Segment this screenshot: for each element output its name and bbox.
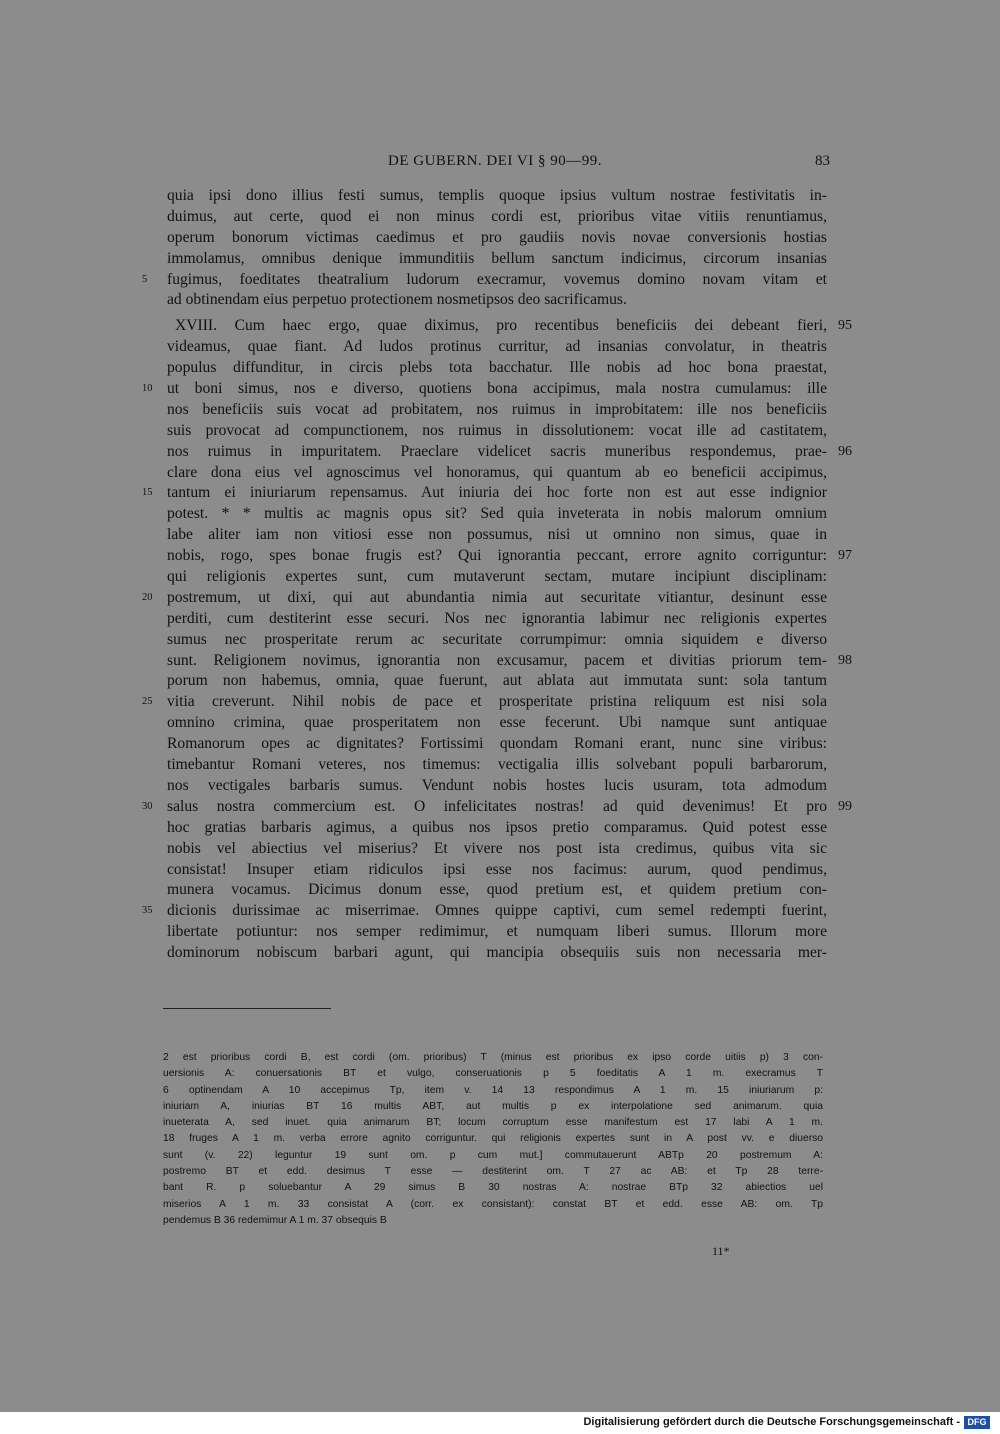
line-number: 35 [142, 905, 153, 917]
text-line [142, 483, 827, 504]
line-number: 5 [142, 273, 148, 285]
line-text: munera vocamus. Dicimus donum esse, quod pretium est, et quidem pretium con- [167, 881, 827, 899]
footnote-line: uersionis A: conuersationis BT et vulgo, conseruationis p 5 foeditatis A 1 m. execramus T [163, 1068, 823, 1080]
text-line [167, 290, 827, 311]
line-text: operum bonorum victimas caedimus et pro gaudiis novis novae conversionis hostias [167, 228, 827, 246]
text-line [142, 797, 852, 818]
text-line [167, 860, 827, 881]
line-text: hoc gratias barbaris agimus, a quibus nos ipsos pretio comparamus. Quid potest esse [167, 818, 827, 836]
line-text: timebantur Romani veteres, nos timemus: vectigalia illis solvebant populi barbarorum, [167, 756, 827, 774]
text-line [167, 734, 827, 755]
section-number: 96 [838, 443, 852, 459]
text-line [167, 776, 827, 797]
footnote-line: iniuriam A, iniurias BT 16 multis ABT, aut multis p ex interpolatione sed animarum. quia [163, 1100, 823, 1112]
line-text: suis provocat ad compunctionem, nos ruimus in dissolutionem: vocat ille ad castitatem, [167, 421, 827, 439]
line-text: immolamus, omnibus denique immunditiis bellum sanctum indicimus, circorum insanias [167, 249, 827, 267]
body-text [142, 186, 852, 964]
line-text: quia ipsi dono illius festi sumus, templis quoque ipsius vultum nostrae festivitatis in- [167, 187, 827, 204]
line-number: 20 [142, 591, 153, 603]
text-line [167, 818, 827, 839]
text-line [167, 567, 827, 588]
line-text: nobis vel abiectius vel miserius? Et vivere nos post ista credimus, quibus vita sic [167, 839, 827, 857]
critical-apparatus [163, 1050, 823, 1229]
line-text: libertate potiuntur: nos semper redimimur, et numquam liberi sumus. Illorum more [167, 923, 827, 941]
footnote-line: miserios A 1 m. 33 consistat A (corr. ex consistant): constat BT et edd. esse AB: om. Tp [163, 1198, 823, 1210]
text-line [167, 442, 852, 463]
line-text: potest. * * multis ac magnis opus sit? Sed quia inveterata in nobis malorum omnium [167, 505, 827, 523]
section-number: 95 [838, 318, 852, 334]
text-line [167, 316, 852, 337]
line-text: omnino crimina, quae prosperitatem non esse fecerunt. Ubi namque sunt antiquae [167, 714, 827, 732]
section-number: 99 [838, 798, 852, 814]
footnote-line: pendemus B 36 redemimur A 1 m. 37 obsequis B [163, 1214, 387, 1226]
footnote-line: 18 fruges A 1 m. verba errore agnito corriguntur. qui religionis expertes sunt in A post vv. e diuerso [163, 1133, 823, 1145]
text-line [167, 922, 827, 943]
line-text: videamus, quae fiant. Ad ludos protinus curritur, ad insanias convolatur, in theatris [167, 338, 827, 356]
text-line [167, 546, 852, 567]
line-text: fugimus, foeditates theatralium ludorum execramur, vovemus domino novam vitam et [167, 270, 827, 288]
footer-bar [0, 1412, 1000, 1434]
line-text: duimus, aut certe, quod ei non minus cordi est, prioribus vitae vitiis renuntiamus, [167, 207, 827, 225]
line-text: clare dona eius vel agnoscimus vel honoramus, qui quantum ab eo beneficii accipimus, [167, 463, 827, 481]
line-text: dicionis durissimae ac miserrimae. Omnes quippe captivi, cum semel redempti fuerint, [167, 902, 827, 920]
text-line [167, 671, 827, 692]
line-text: sumus nec prosperitate rerum ac securitate corrumpimur: omnia siquidem e diverso [167, 630, 827, 648]
line-text: ad obtinendam eius perpetuo protectionem nosmetipsos deo sacrificamus. [167, 291, 627, 309]
text-line [142, 901, 827, 922]
text-line [167, 207, 827, 228]
line-text: nos beneficiis suis vocat ad probitatem, nos ruimus in improbitatem: ille nos beneficiis [167, 400, 827, 418]
funding-notice: Digitalisierung gefördert durch die Deutsche Forschungsgemeinschaft - [583, 1416, 960, 1428]
line-text: tantum ei iniuriarum repensamus. Aut iniuria dei hoc forte non est aut esse indignior [167, 484, 827, 502]
line-text: nos vectigales barbaris sumus. Vendunt nobis hostes lucis usuram, tota admodum [167, 776, 827, 794]
line-text: vitia creverunt. Nihil nobis de pace et prosperitate pristina reliquum est nisi sola [167, 693, 827, 711]
signature-mark: 11* [712, 1244, 730, 1258]
text-line [167, 609, 827, 630]
line-text: ut boni simus, nos e diverso, quotiens bona accipimus, mala nostra cumulamus: ille [167, 380, 827, 398]
dfg-logo[interactable]: DFG [964, 1416, 990, 1429]
footnote-line: bant R. p soluebantur A 29 simus B 30 nostras A: nostrae BTp 32 abiectios uel [163, 1182, 823, 1194]
line-text: XVIII. Cum haec ergo, quae diximus, pro recentibus beneficiis dei debeant fieri, [175, 317, 827, 335]
text-line [167, 525, 827, 546]
text-line [167, 400, 827, 421]
line-text: Romanorum opes ac dignitates? Fortissimi quondam Romani erant, nunc sine viribus: [167, 735, 827, 753]
text-line [167, 630, 827, 651]
line-text: nobis, rogo, spes bonae frugis est? Qui ignorantia peccant, errore agnito corriguntur: [167, 547, 827, 565]
footnote-line: postremo BT et edd. desimus T esse — destiterint om. T 27 ac AB: et Tp 28 terre- [163, 1166, 823, 1178]
line-number: 10 [142, 383, 153, 395]
text-line [167, 358, 827, 379]
line-text: dominorum nobiscum barbari agunt, qui mancipia obsequiis suis non necessaria mer- [167, 944, 827, 962]
text-line [167, 463, 827, 484]
text-line [167, 943, 827, 964]
line-text: porum non habemus, omnia, quae fuerunt, aut ablata aut immutata sunt: sola tantum [167, 672, 827, 690]
line-text: salus nostra commercium est. O infelicitates nostras! ad quid devenimus! Et pro [167, 797, 827, 815]
running-title: DE GUBERN. DEI VI § 90—99. [388, 153, 602, 169]
line-text: postremum, ut dixi, qui aut abundantia nimia aut securitate vitiantur, desinunt esse [167, 588, 827, 606]
line-text: perditi, cum destiterint esse securi. Nos nec ignorantia labimur nec religionis expertes [167, 609, 827, 627]
line-text: labe aliter iam non vitiosi esse non possumus, nisi ut omnino non simus, quae in [167, 526, 827, 544]
footnote-line: inueterata A, sed inuet. quia animarum BT; locum corruptum esse manifestum est 17 labi A 1 m. [163, 1117, 823, 1129]
text-line [167, 880, 827, 901]
line-number: 15 [142, 487, 153, 499]
text-line [142, 588, 827, 609]
text-line [167, 504, 827, 525]
text-line [167, 337, 827, 358]
text-line [167, 755, 827, 776]
text-line [167, 713, 827, 734]
text-line [167, 651, 852, 672]
line-text: sunt. Religionem novimus, ignorantia non excusamur, pacem et divitias priorum tem- [167, 651, 827, 669]
line-text: nos ruimus in impuritatem. Praeclare videlicet sacris muneribus respondemus, prae- [167, 442, 827, 460]
line-text: populus diffunditur, in circis plebs tota bacchatur. Ille nobis ad hoc bona praestat, [167, 359, 827, 377]
section-number: 97 [838, 548, 852, 564]
footnote-line: sunt (v. 22) leguntur 19 sunt om. p cum mut.] commutauerunt ABTp 20 postremum A: [163, 1149, 823, 1161]
footnote-line: 2 est prioribus cordi B, est cordi (om. prioribus) T (minus est prioribus ex ipso corde uitiis p) 3 con- [163, 1052, 823, 1063]
line-number: 25 [142, 696, 153, 708]
text-line [142, 379, 827, 400]
text-line [142, 270, 827, 291]
text-line [167, 839, 827, 860]
text-line [167, 249, 827, 270]
text-line [167, 228, 827, 249]
footnote-line: 6 optinendam A 10 accepimus Tp, item v. 14 13 respondimus A 1 m. 15 iniuriarum p: [163, 1084, 823, 1096]
page-number: 83 [815, 153, 830, 169]
line-text: consistat! Insuper etiam ridiculos ipsi esse nos facimus: aurum, quod pendimus, [167, 860, 827, 878]
line-number: 30 [142, 800, 153, 812]
text-line [167, 421, 827, 442]
line-text: qui religionis expertes sunt, cum mutaverunt sectam, mutare incipiunt disciplinam: [167, 568, 827, 586]
section-number: 98 [838, 652, 852, 668]
footnote-divider [163, 1008, 331, 1009]
text-line [167, 186, 827, 207]
text-line [142, 692, 827, 713]
